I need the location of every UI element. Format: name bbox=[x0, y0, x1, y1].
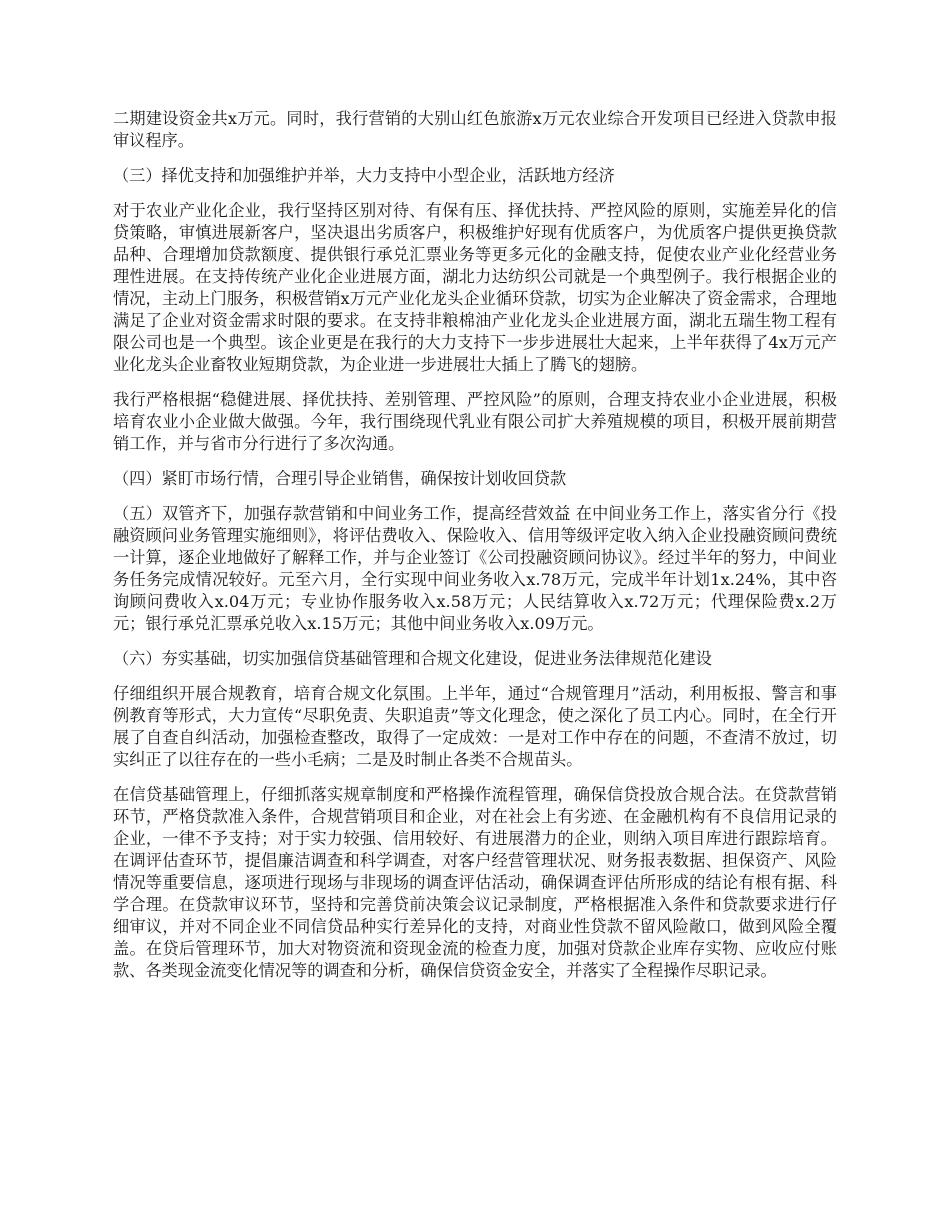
section-heading-6: （六）夯实基础，切实加强信贷基础管理和合规文化建设，促进业务法律规范化建设 bbox=[113, 649, 712, 668]
paragraph-compliance-education: 仔细组织开展合规教育，培育合规文化氛围。上半年，通过“合规管理月”活动，利用板报、警言和事例教育等形式，大力宣传“尽职免责、失职追责”等文化理念，使之深化了员工内心。同时，在全行开展了自查自纠活动，加强检查整改，取得了一定成效：一是对工作中存在的问题，不查清不放过，切实纠正了以往存在的一些小毛病；二是及时制止各类不合规苗头。 bbox=[113, 684, 837, 769]
section-heading-3: （三）择优支持和加强维护并举，大力支持中小型企业，活跃地方经济 bbox=[113, 166, 615, 185]
paragraph-agri-industrialization: 对于农业产业化企业，我行坚持区别对待、有保有压、择优扶持、严控风险的原则，实施差异化的信贷策略，审慎进展新客户，坚决退出劣质客户，积极维护好现有优质客户，为优质客户提供更换贷款品种、合理增加贷款额度、提供银行承兑汇票业务等更多元化的金融支持，促使农业产业化经营业务理性进展。在支持传统产业化企业进展方面，湖北力达纺织公司就是一个典型例子。我行根据企业的情况，主动上门服务，积极营销x万元产业化龙头企业循环贷款，切实为企业解决了资金需求，合理地满足了企业对资金需求时限的要求。在支持非粮棉油产业化龙头企业进展方面，湖北五瑞生物工程有限公司也是一个典型。该企业更是在我行的大力支持下一步步进展壮大起来，上半年获得了4x万元产业化龙头企业畜牧业短期贷款，为企业进一步进展壮大插上了腾飞的翅膀。 bbox=[113, 201, 837, 374]
paragraph-credit-management: 在信贷基础管理上，仔细抓落实规章制度和严格操作流程管理，确保信贷投放合规合法。在贷款营销环节，严格贷款准入条件，合规营销项目和企业，对在社会上有劣迹、在金融机构有不良信用记录的企业，一律不予支持；对于实力较强、信用较好、有进展潜力的企业，则纳入项目库进行跟踪培育。在调评估查环节，提倡廉洁调查和科学调查，对客户经营管理状况、财务报表数据、担保资产、风险情况等重要信息，逐项进行现场与非现场的调查评估活动，确保调查评估所形成的结论有根有据、科学合理。在贷款审议环节，坚持和完善贷前决策会议记录制度，严格根据准入条件和贷款要求进行仔细审议，并对不同企业不同信贷品种实行差异化的支持，对商业性贷款不留风险敞口，做到风险全覆盖。在贷后管理环节，加大对物资流和资现金流的检查力度，加强对贷款企业库存实物、应收应付账款、各类现金流变化情况等的调查和分析，确保信贷资金安全，并落实了全程操作尽职记录。 bbox=[113, 785, 837, 980]
document-body bbox=[113, 108, 837, 995]
section-heading-4: （四）紧盯市场行情，合理引导企业销售，确保按计划收回贷款 bbox=[113, 469, 567, 488]
paragraph-intermediary-business: （五）双管齐下，加强存款营销和中间业务工作，提高经营效益 在中间业务工作上，落实省分行《投融资顾问业务管理实施细则》，将评估费收入、保险收入、信用等级评定收入纳入企业投融资顾问费统一计算，逐企业地做好了解释工作，并与企业签订《公司投融资顾问协议》。经过半年的努力，中间业务任务完成情况较好。元至六月，全行实现中间业务收入x.78万元，完成半年计划1x.24%，其中咨询顾问费收入x.04万元；专业协作服务收入x.58万元；人民结算收入x.72万元；代理保险费x.2万元；银行承兑汇票承兑收入x.15万元；其他中间业务收入x.09万元。 bbox=[113, 504, 837, 633]
paragraph-small-agri-enterprises: 我行严格根据“稳健进展、择优扶持、差别管理、严控风险”的原则，合理支持农业小企业进展，积极培育农业小企业做大做强。今年，我行围绕现代乳业有限公司扩大养殖规模的项目，积极开展前期营销工作，并与省市分行进行了多次沟通。 bbox=[113, 390, 837, 453]
paragraph-construction-funds: 二期建设资金共x万元。同时，我行营销的大别山红色旅游x万元农业综合开发项目已经进入贷款申报审议程序。 bbox=[113, 109, 837, 150]
